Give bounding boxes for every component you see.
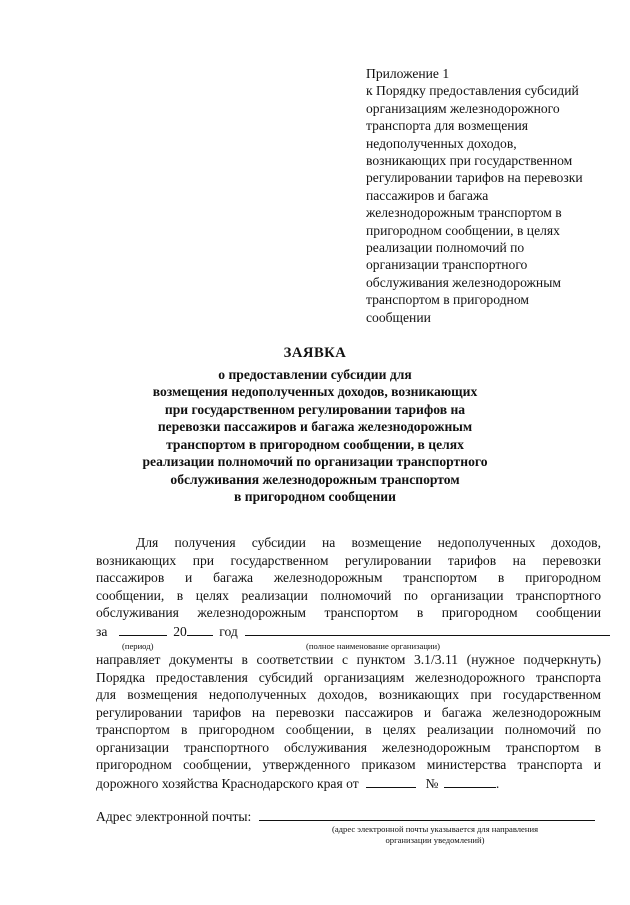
title-line: о предоставлении субсидии для	[218, 366, 412, 382]
paragraph-line: Порядка предоставления субсидий организациям железнодорожного транспорта	[96, 669, 601, 685]
appendix-line: реализации полномочий по	[366, 240, 525, 256]
paragraph-line: Для получения субсидии на возмещение недополученных доходов,	[136, 535, 601, 550]
title-line: транспортом в пригородном сообщении, в целях	[166, 436, 464, 452]
appendix-line: организации транспортного	[366, 257, 528, 273]
paragraph-line: регулировании тарифов на перевозки пассажиров и багажа железнодорожным	[96, 704, 601, 720]
order-date-line	[96, 774, 601, 792]
paragraph-line: сообщении, в целях реализации полномочий по организации транспортного	[96, 587, 601, 603]
appendix-line: транспорта для возмещения	[366, 118, 529, 134]
end-punct: .	[495, 775, 500, 791]
appendix-header	[366, 65, 616, 326]
email-caption-line: организации уведомлений)	[385, 835, 485, 845]
period-organization-row	[96, 622, 601, 640]
title-line: перевозки пассажиров и багажа железнодорожным	[157, 419, 473, 434]
period-caption: (период)	[122, 641, 154, 651]
year-blank[interactable]	[187, 622, 213, 636]
email-blank[interactable]	[259, 807, 595, 821]
paragraph-line: пассажиров и багажа железнодорожным транспортом в пригородном	[96, 570, 601, 585]
appendix-line: транспортом в пригородном	[366, 292, 529, 308]
email-caption-line: (адрес электронной почты указывается для направления	[331, 824, 539, 834]
appendix-line: возникающих при государственном	[366, 153, 573, 169]
number-sign: №	[425, 775, 439, 791]
title-line: возмещения недополученных доходов, возникающих	[152, 384, 478, 399]
paragraph-line: направляет документы в соответствии с пунктом 3.1/3.11 (нужное подчеркнуть)	[96, 652, 601, 667]
organization-caption: (полное наименование организации)	[306, 641, 440, 651]
paragraph-line: для возмещения недополученных доходов, возникающих при государственном	[96, 687, 601, 702]
email-row	[96, 807, 601, 826]
organization-name-blank[interactable]	[245, 622, 610, 636]
appendix-line: обслуживания железнодорожным	[366, 274, 561, 290]
order-number-blank[interactable]	[444, 774, 496, 788]
email-label: Адрес электронной почты:	[96, 809, 252, 824]
paragraph-line: организации транспортного обслуживания железнодорожным транспортом в	[96, 739, 601, 755]
paragraph-line: транспортом в пригородном сообщении, в целях реализации полномочий по	[96, 722, 601, 737]
appendix-line: сообщении	[366, 309, 431, 325]
appendix-line: организациям железнодорожного	[366, 100, 560, 116]
intro-paragraph	[96, 534, 601, 622]
title-line: в пригородном сообщении	[234, 489, 396, 504]
paragraph-line: обслуживания железнодорожным транспортом в пригородном сообщении	[96, 605, 601, 620]
paragraph-line: пригородном сообщении, утвержденного приказом министерства транспорта и	[96, 757, 601, 772]
appendix-line: пригородном сообщении, в целях	[366, 222, 560, 238]
paragraph-line: возникающих при государственном регулировании тарифов на перевозки	[96, 552, 601, 568]
title-main: ЗАЯВКА	[283, 345, 347, 361]
title-line: обслуживания железнодорожным транспортом	[170, 471, 460, 487]
appendix-line: Приложение 1	[366, 66, 450, 81]
document-title	[60, 345, 570, 506]
order-text: дорожного хозяйства Краснодарского края от	[96, 775, 359, 791]
title-line: при государственном регулировании тарифов на	[164, 401, 466, 417]
period-blank[interactable]	[119, 622, 167, 636]
appendix-line: регулировании тарифов на перевозки	[366, 170, 583, 186]
appendix-line: пассажиров и багажа	[366, 187, 489, 203]
appendix-line: недополученных доходов,	[366, 135, 517, 151]
period-prefix: за	[96, 624, 108, 639]
order-date-blank[interactable]	[366, 774, 416, 788]
title-line: реализации полномочий по организации транспортного	[142, 454, 488, 469]
email-caption	[270, 824, 600, 846]
year-prefix: 20	[173, 624, 187, 639]
main-paragraph	[96, 651, 601, 791]
appendix-line: к Порядку предоставления субсидий	[366, 83, 579, 99]
appendix-line: железнодорожным транспортом в	[366, 205, 562, 221]
year-suffix: год	[219, 624, 238, 639]
